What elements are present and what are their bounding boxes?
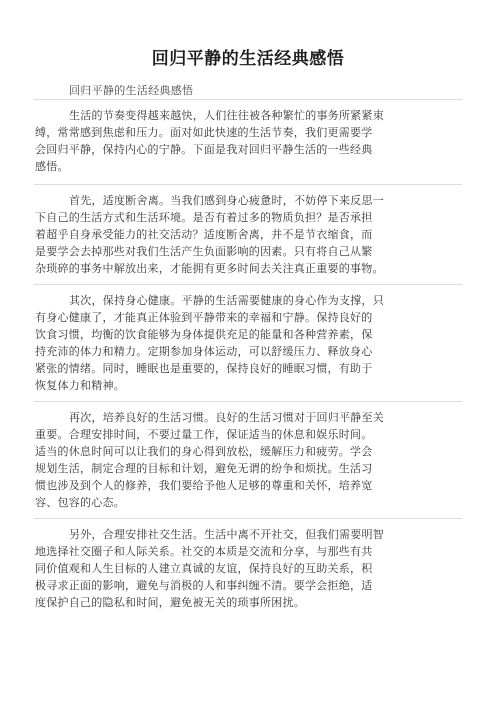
paragraph-line: 再次，培养良好的生活习惯。良好的生活习惯对于回归平静至关 — [69, 411, 384, 424]
paragraph-separator — [34, 518, 462, 519]
paragraph-line: 持充沛的体力和精力。定期参加身体运动，可以舒缓压力、释放身心 — [35, 345, 373, 358]
paragraph-line: 是要学会去掉那些对我们生活产生负面影响的因素。只有将自己从繁 — [35, 245, 373, 258]
paragraph-line: 另外，合理安排社交生活。生活中离不开社交，但我们需要明智 — [69, 528, 384, 541]
paragraph-line: 首先，适度断舍离。当我们感到身心疲惫时，不妨停下来反思一 — [69, 194, 384, 207]
paragraph-line: 容、包容的心态。 — [35, 496, 125, 509]
paragraph-line: 其次，保持身心健康。平静的生活需要健康的身心作为支撑，只 — [69, 294, 384, 307]
paragraph-separator — [34, 184, 462, 185]
paragraph-line: 适当的休息时间可以让我们的身心得到放松，缓解压力和疲劳。学会 — [35, 445, 373, 458]
paragraph-line: 杂琐碎的事务中解放出来，才能拥有更多时间去关注真正重要的事物。 — [35, 262, 384, 275]
paragraph-line: 着超乎自身承受能力的社交活动？适度断舍离，并不是节衣缩食，而 — [35, 228, 373, 241]
paragraph-line: 重要。合理安排时间，不要过量工作，保证适当的休息和娱乐时间。 — [35, 428, 373, 441]
paragraph-separator — [34, 401, 462, 402]
paragraph-line: 会回归平静，保持内心的宁静。下面是我对回归平静生活的一些经典 — [35, 143, 373, 156]
paragraph-line: 下自己的生活方式和生活环境。是否有着过多的物质负担？是否承担 — [35, 211, 373, 224]
document-title: 回归平静的生活经典感悟 — [151, 49, 345, 69]
paragraph-line: 缚，常常感到焦虑和压力。面对如此快速的生活节奏，我们更需要学 — [35, 126, 373, 139]
paragraph-line: 极寻求正面的影响，避免与消极的人和事纠缠不清。要学会拒绝，适 — [35, 579, 373, 592]
document-subtitle: 回归平静的生活经典感悟 — [69, 84, 194, 97]
paragraph-line: 度保护自己的隐私和时间，避免被无关的琐事所困扰。 — [35, 596, 305, 609]
paragraph-line: 规划生活，制定合理的目标和计划，避免无谓的纷争和烦扰。生活习 — [35, 462, 373, 475]
paragraph-line: 紧张的情绪。同时，睡眠也是重要的，保持良好的睡眠习惯，有助于 — [35, 362, 373, 375]
paragraph-line: 地选择社交圈子和人际关系。社交的本质是交流和分享，与那些有共 — [35, 545, 373, 558]
paragraph-line: 有身心健康了，才能真正体验到平静带来的幸福和宁静。保持良好的 — [35, 311, 373, 324]
paragraph-line: 同价值观和人生目标的人建立真诚的友谊，保持良好的互助关系，积 — [35, 562, 373, 575]
paragraph-line: 惯也涉及到个人的修养，我们要给予他人足够的尊重和关怀，培养宽 — [35, 479, 373, 492]
paragraph-separator — [34, 99, 462, 100]
paragraph-line: 感悟。 — [35, 160, 69, 173]
paragraph-line: 生活的节奏变得越来越快，人们往往被各种繁忙的事务所紧紧束 — [69, 109, 384, 122]
paragraph-line: 饮食习惯，均衡的饮食能够为身体提供充足的能量和各种营养素，保 — [35, 328, 373, 341]
paragraph-separator — [34, 284, 462, 285]
paragraph-line: 恢复体力和精神。 — [35, 379, 125, 392]
